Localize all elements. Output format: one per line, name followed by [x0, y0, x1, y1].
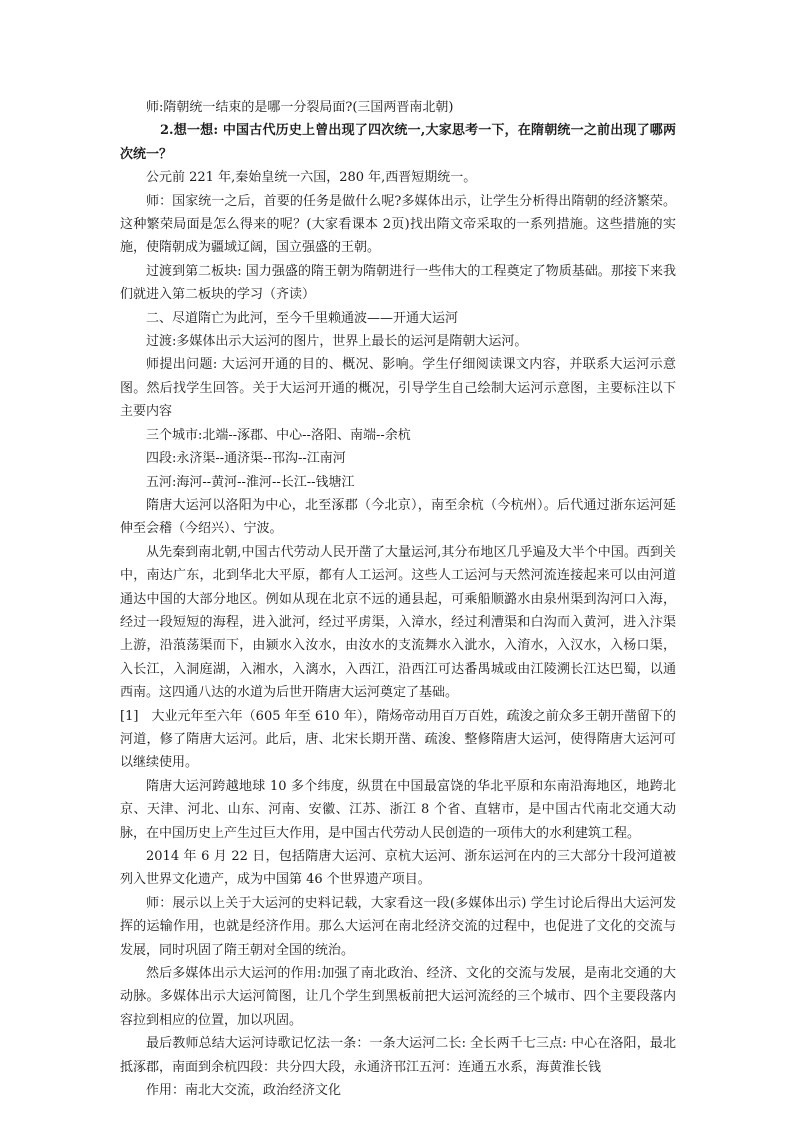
paragraph-1: 师:隋朝统一结束的是哪一分裂局面?(三国两晋南北朝) [146, 100, 454, 115]
paragraph-18: 然后多媒体出示大运河的作用:加强了南北政治、经济、文化的交流与发展，是南北交通的大动脉。多媒体出示大运河简图，让几个学生到黑板前把大运河流经的三个城市、四个主要段落内容拉到相应的位置，加以巩固。 [120, 966, 676, 1028]
paragraph-17: 师：展示以上关于大运河的史料记载，大家看这一段(多媒体出示) 学生讨论后得出大运河发挥的运输作用，也就是经济作用。那么大运河在南北经济交流的过程中，也促进了文化的交流与发展，同时巩固了隋王朝对全国的统治。 [120, 895, 676, 958]
paragraph-5: 过渡到第二板块: 国力强盛的隋王朝为隋朝进行一些伟大的工程奠定了物质基础。那接下来我们就进入第二板块的学习（齐读） [120, 263, 676, 303]
paragraph-19: 最后教师总结大运河诗歌记忆法一条：一条大运河二长: 全长两千七三点: 中心在洛阳，最北抵涿郡，南面到余杭四段：共分四大段，永通济邗江五河：连通五水系，海黄淮长钱 [120, 1036, 676, 1075]
paragraph-16: 2014 年 6 月 22 日，包括隋唐大运河、京杭大运河、浙东运河在内的三大部分十段河道被列入世界文化遗产，成为中国第 46 个世界遗产项目。 [120, 849, 676, 888]
list-item-sections: 四段:永济渠--通济渠--邗沟--江南河 [146, 451, 346, 467]
paragraph-13: 从先秦到南北朝,中国古代劳动人民开凿了大量运河,其分布地区几乎遍及大半个中国。西到关中，南达广东，北到华北大平原，都有人工运河。这些人工运河与天然河流连接起来可以由河道通达中国的大部分地区。例如从现在北京不远的通县起，可乘船顺潞水由泉州渠到沟河口入海，经过一段短短的海程，进入泚河，经过平虏渠，入漳水，经过利漕渠和白沟而入黄河，进入汴渠上游，沿蒗荡渠而下，由颍水入汝水，由汝水的支流舞水入泚水，入淯水，入汉水，入杨口渠，入长江，入洞庭湖，入湘水，入漓水，入西江，沿西江可达番禺城或由江陵溯长江达巴蜀，以通西南。这四通八达的水道为后世开隋唐大运河奠定了基础。 [120, 544, 676, 701]
list-item-cities: 三个城市:北端--涿郡、中心--洛阳、南端--余杭 [146, 427, 411, 443]
paragraph-14: [1] 大业元年至六年（605 年至 610 年），隋炀帝动用百万百姓，疏浚之前众多王朝开凿留下的河道，修了隋唐大运河。此后，唐、北宋长期开凿、疏浚、整修隋唐大运河，使得隋唐大运河可以继续使用。 [120, 708, 676, 771]
paragraph-15: 隋唐大运河跨越地球 10 多个纬度，纵贯在中国最富饶的华北平原和东南沿海地区，地跨北京、天津、河北、山东、河南、安徽、江苏、浙江 8 个省、直辖市，是中国古代南北交通大动脉，在中国历史上产生过巨大作用，是中国古代劳动人民创造的一项伟大的水利建筑工程。 [120, 778, 676, 841]
list-item-rivers: 五河:海河--黄河--淮河--长江--钱塘江 [146, 474, 355, 490]
paragraph-8: 师提出问题: 大运河开通的目的、概况、影响。学生仔细阅读课文内容，并联系大运河示意图。然后找学生回答。关于大运河开通的概况，引导学生自己绘制大运河示意图，主要标注以下主要内容 [120, 357, 676, 420]
paragraph-4: 师：国家统一之后，首要的任务是做什么呢?多媒体出示，让学生分析得出隋朝的经济繁荣。这种繁荣局面是怎么得来的呢？(大家看课本 2页)找出隋文帝采取的一系列措施。这些措施的实施，使隋朝成为疆域辽阔，国立强盛的王朝。 [120, 193, 676, 256]
section-heading: 二、尽道隋亡为此河，至今千里赖通波——开通大运河 [146, 310, 459, 326]
document-page [120, 96, 676, 1102]
paragraph-12: 隋唐大运河以洛阳为中心，北至涿郡（今北京），南至余杭（今杭州）。后代通过浙东运河延伸至会稽（今绍兴）、宁波。 [120, 497, 676, 537]
paragraph-3: 公元前 221 年,秦始皇统一六国，280 年,西晋短期统一。 [146, 170, 477, 186]
paragraph-7: 过渡:多媒体出示大运河的图片，世界上最长的运河是隋朝大运河。 [146, 334, 528, 350]
paragraph-2: 2.想一想: 中国古代历史上曾出现了四次统一,大家思考一下，在隋朝统一之前出现了哪两次统一？ [120, 123, 676, 162]
paragraph-20: 作用：南北大交流，政治经济文化 [146, 1083, 342, 1099]
